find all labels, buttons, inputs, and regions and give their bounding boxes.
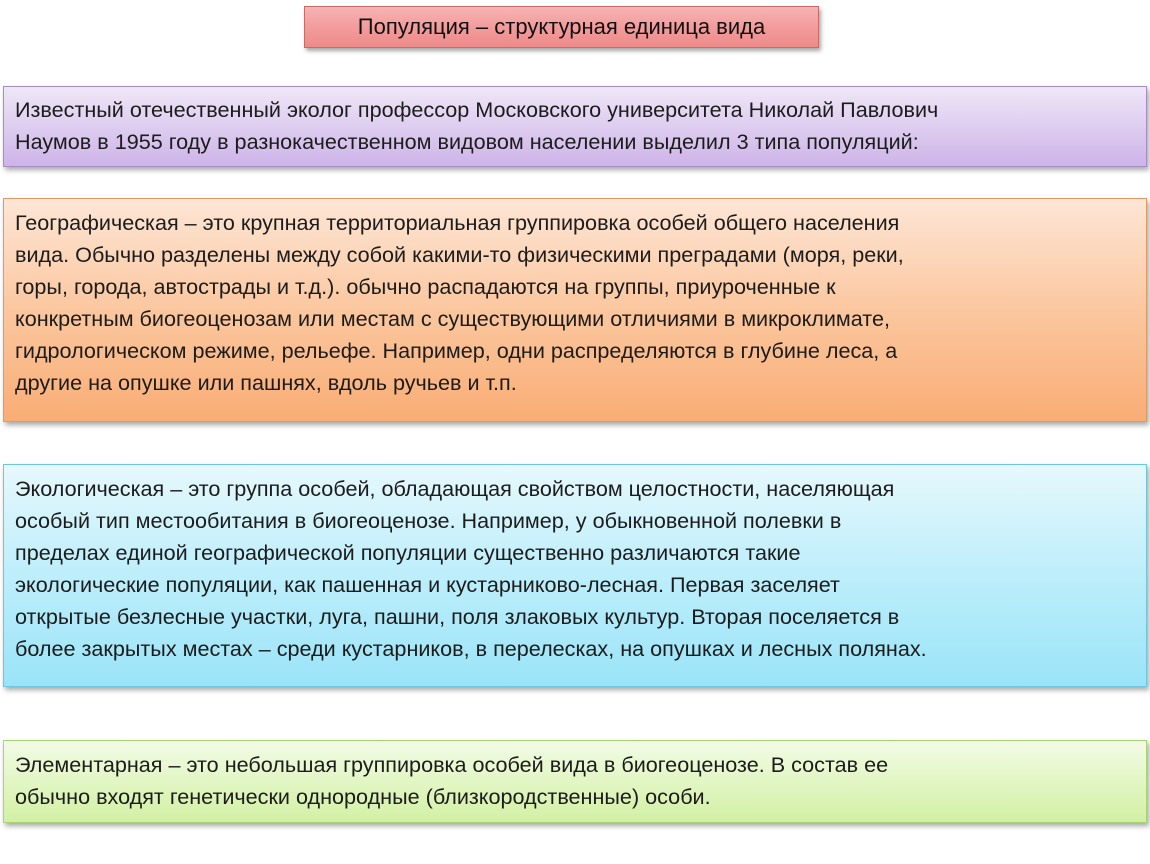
- geographic-population-textbox: [3, 198, 1147, 422]
- elementary-line: Элементарная – это небольшая группировка особей вида в биогеоценозе. В состав ее: [15, 752, 889, 777]
- geographic-line: горы, города, автострады и т.д.). обычно распадаются на группы, приуроченные к: [15, 274, 836, 299]
- geographic-line: конкретным биогеоценозам или местам с существующими отличиями в микроклимате,: [15, 306, 890, 331]
- intro-line: Известный отечественный эколог профессор Московского университета Николай Павлович: [15, 97, 939, 122]
- elementary-population-textbox: [3, 740, 1147, 823]
- ecological-line: экологические популяции, как пашенная и кустарниково-лесная. Первая заселяет: [15, 572, 840, 597]
- elementary-line: обычно входят генетически однородные (близкородственные) особи.: [15, 784, 711, 809]
- geographic-line: другие на опушке или пашнях, вдоль ручьев и т.п.: [15, 370, 517, 395]
- intro-line: Наумов в 1955 году в разнокачественном видовом населении выделил 3 типа популяций:: [15, 129, 919, 154]
- geographic-line: гидрологическом режиме, рельефе. Например, одни распределяются в глубине леса, а: [15, 338, 898, 363]
- geographic-line: вида. Обычно разделены между собой какими-то физическими преградами (моря, реки,: [15, 242, 904, 267]
- ecological-line: открытые безлесные участки, луга, пашни, поля злаковых культур. Вторая поселяется в: [15, 604, 900, 629]
- page-title: [304, 6, 819, 48]
- ecological-population-textbox: [3, 464, 1147, 687]
- intro-textbox: [3, 86, 1147, 167]
- ecological-line: пределах единой географической популяции существенно различаются такие: [15, 540, 801, 565]
- ecological-line: более закрытых местах – среди кустарников, в перелесках, на опушках и лесных полянах.: [15, 636, 927, 661]
- ecological-line: Экологическая – это группа особей, обладающая свойством целостности, населяющая: [15, 476, 895, 501]
- ecological-line: особый тип местообитания в биогеоценозе. Например, у обыкновенной полевки в: [15, 508, 842, 533]
- page-title-text: Популяция – структурная единица вида: [357, 14, 766, 39]
- geographic-line: Географическая – это крупная территориальная группировка особей общего населения: [15, 210, 900, 235]
